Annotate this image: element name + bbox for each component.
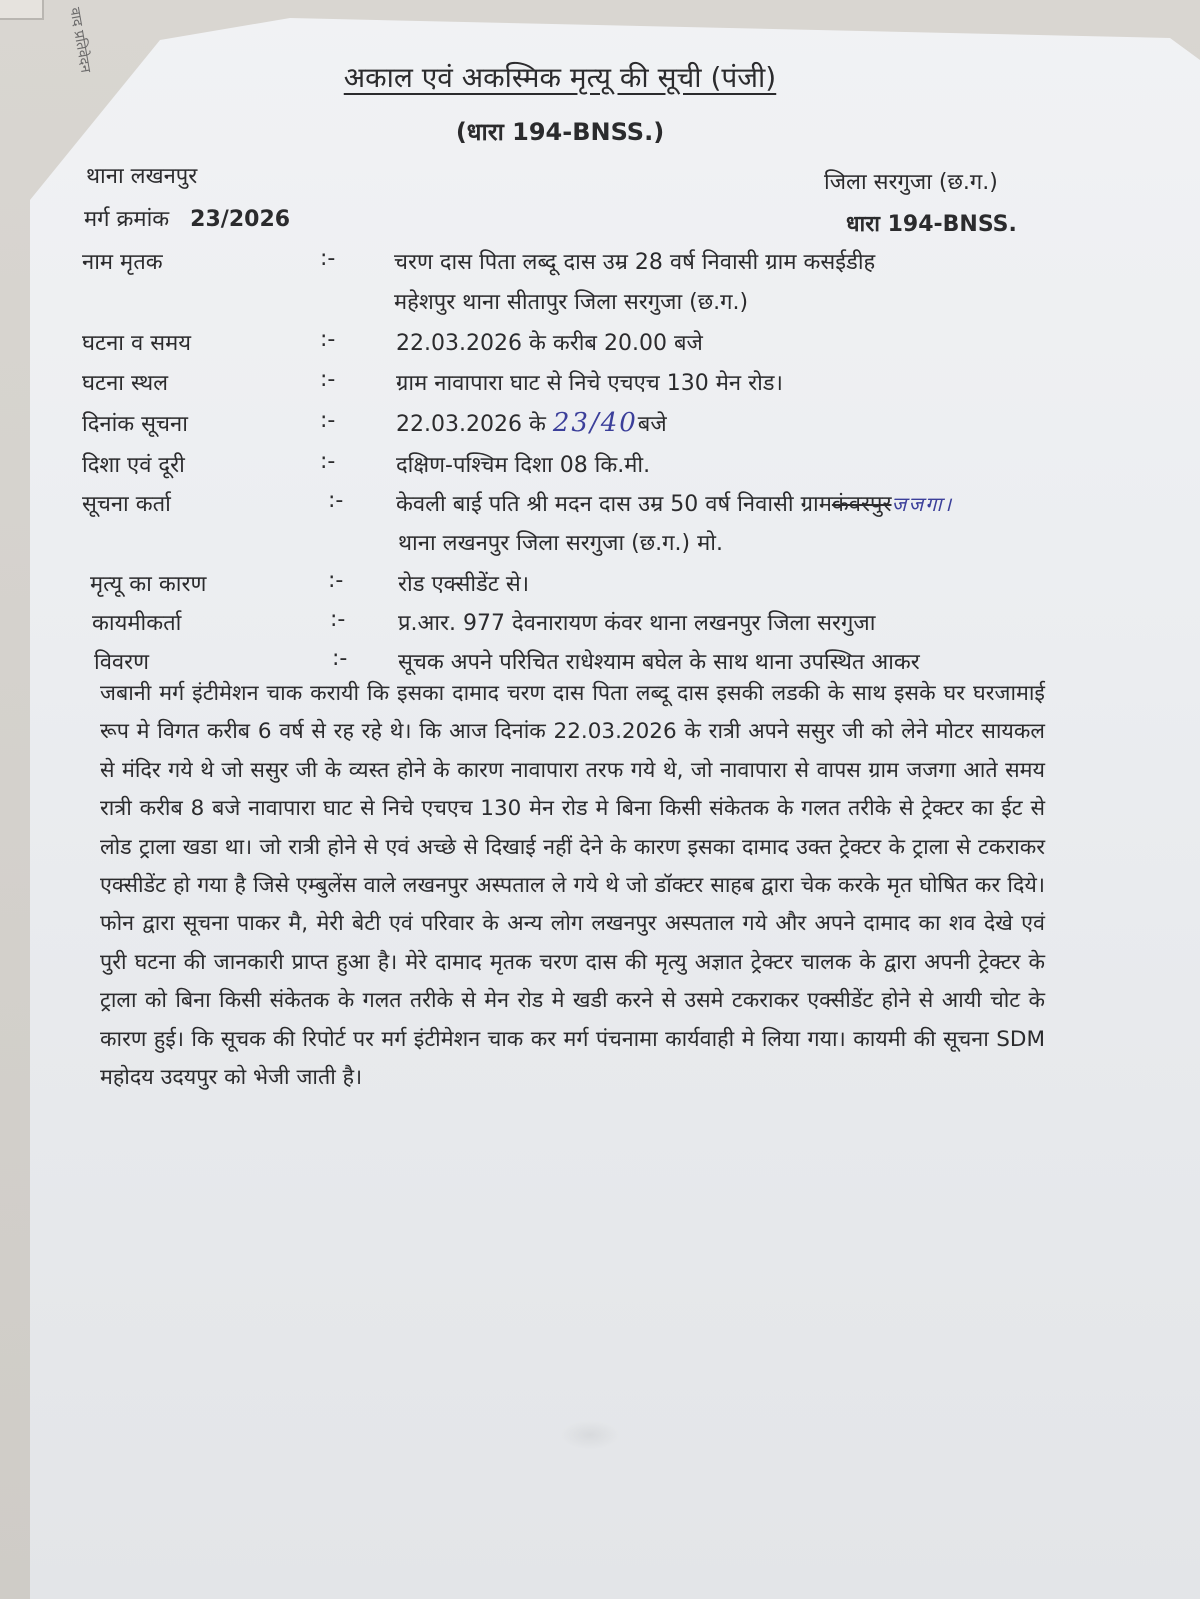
field-separator: :- — [320, 408, 336, 433]
field-label: मृत्यू का कारण — [90, 572, 207, 597]
field-value: सूचक अपने परिचित राधेश्याम बघेल के साथ थाना उपस्थित आकर — [398, 650, 920, 675]
handwritten-village: जजगा। — [891, 492, 954, 516]
field-label: विवरण — [94, 650, 150, 675]
field-label: कायमीकर्ता — [92, 611, 182, 636]
field-separator: :- — [328, 488, 344, 513]
district-label: जिला सरगुजा (छ.ग.) — [824, 170, 998, 195]
thana-label: थाना लखनपुर — [86, 164, 198, 189]
field-separator: :- — [320, 327, 336, 352]
back-sheet-text: वाद प्रतिवेदन — [66, 6, 94, 74]
field-value — [396, 488, 953, 518]
marg-number-line — [84, 203, 290, 233]
field-separator: :- — [330, 607, 346, 632]
document-title: अकाल एवं अकस्मिक मृत्यू की सूची (पंजी) — [343, 61, 777, 94]
field-value — [396, 408, 667, 438]
field-value: 22.03.2026 के करीब 20.00 बजे — [396, 331, 703, 356]
marg-label: मर्ग क्रमांक — [84, 207, 170, 232]
marg-number: 23/2026 — [190, 207, 291, 232]
field-label: नाम मृतक — [82, 250, 163, 275]
handwritten-time: 23/40 — [552, 408, 638, 438]
field-separator: :- — [328, 568, 344, 593]
field-value: रोड एक्सीडेंट से। — [398, 572, 530, 597]
field-value: ग्राम नावापारा घाट से निचे एचएच 130 मेन रोड। — [396, 371, 783, 396]
report-time-suffix: बजे — [637, 412, 667, 437]
field-value: महेशपुर थाना सीतापुर जिला सरगुजा (छ.ग.) — [394, 290, 749, 315]
report-date: 22.03.2026 के — [396, 412, 546, 437]
field-separator: :- — [320, 449, 336, 474]
field-value: थाना लखनपुर जिला सरगुजा (छ.ग.) मो. — [398, 531, 723, 556]
field-separator: :- — [320, 367, 336, 392]
document-subtitle: (धारा 194-BNSS.) — [455, 118, 665, 146]
field-label: दिशा एवं दूरी — [82, 453, 185, 478]
field-value: दक्षिण-पश्चिम दिशा 08 कि.मी. — [396, 453, 651, 478]
field-value: चरण दास पिता लब्दू दास उम्र 28 वर्ष निवासी ग्राम कसईडीह — [394, 250, 876, 275]
struck-village: कंवरपुर — [831, 492, 892, 517]
field-value: प्र.आर. 977 देवनारायण कंवर थाना लखनपुर जिला सरगुजा — [398, 611, 876, 636]
dhara-right: धारा 194-BNSS. — [846, 212, 1017, 237]
field-label: दिनांक सूचना — [82, 412, 188, 437]
field-separator: :- — [320, 246, 336, 271]
field-label: घटना स्थल — [82, 371, 169, 396]
field-label: घटना व समय — [82, 331, 192, 356]
paper-smudge — [560, 1420, 620, 1450]
informant-text: केवली बाई पति श्री मदन दास उम्र 50 वर्ष निवासी ग्राम — [396, 492, 832, 517]
field-label: सूचना कर्ता — [82, 492, 171, 517]
description-paragraph: जबानी मर्ग इंटीमेशन चाक करायी कि इसका दामाद चरण दास पिता लब्दू दास इसकी लडकी के साथ इसके घर घरजामाई रूप मे विगत करीब 6 वर्ष से रह रहे थे। कि आज दिनांक 22.03.2026 के रात्री अपने ससुर जी को लेने मोटर सायकल से मंदिर गये थे जो ससुर जी के व्यस्त होने के कारण नावापारा तरफ गये थे, जो नावापारा से वापस ग्राम जजगा आते समय रात्री करीब 8 बजे नावापारा घाट से निचे एचएच 130 मेन रोड मे बिना किसी संकेतक के गलत तरीके से ट्रेक्टर का ईट से लोड ट्राला खडा था। जो रात्री होने से एवं अच्छे से दिखाई नहीं देने के कारण इसका दामाद उक्त ट्रेक्टर के ट्राला से टकराकर एक्सीडेंट हो गया है जिसे एम्बुलेंस वाले लखनपुर अस्पताल ले गये थे जो डॉक्टर साहब द्वारा चेक करके मृत घोषित कर दिये। फोन द्वारा सूचना पाकर मै, मेरी बेटी एवं परिवार के अन्य लोग लखनपुर अस्पताल गये और अपने दामाद का शव देखे एवं पुरी घटना की जानकारी प्राप्त हुआ है। मेरे दामाद मृतक चरण दास की मृत्यु अज्ञात ट्रेक्टर चालक के द्वारा अपनी ट्रेक्टर के ट्राला को बिना किसी संकेतक के गलत तरीके से मेन रोड मे खडी करने से उसमे टकराकर एक्सीडेंट होने से आयी चोट के कारण हुई। कि सूचक की रिपोर्ट पर मर्ग इंटीमेशन चाक कर मर्ग पंचनामा कार्यवाही मे लिया गया। कायमी की सूचना SDM महोदय उदयपुर को भेजी जाती है। — [100, 681, 1045, 1091]
field-separator: :- — [332, 646, 348, 671]
